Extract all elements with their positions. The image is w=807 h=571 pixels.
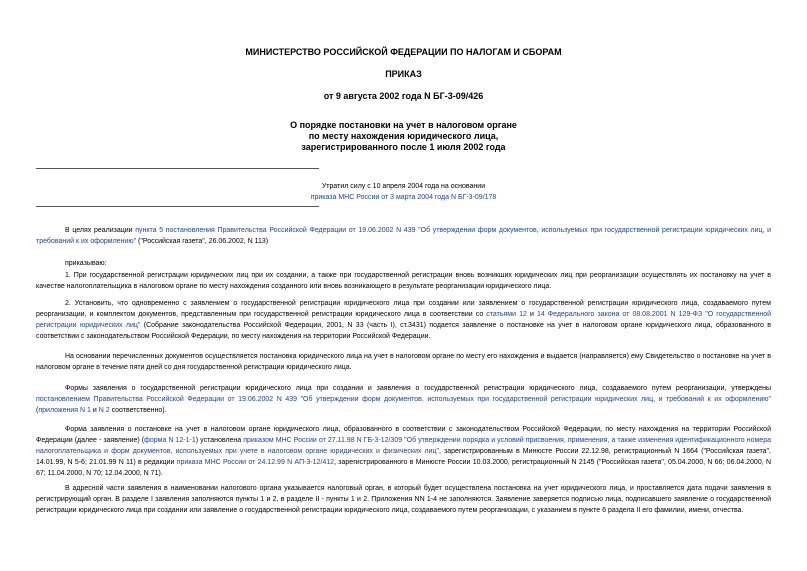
- title-line-3: зарегистрированного после 1 июля 2002 года: [301, 142, 506, 152]
- article-12-link[interactable]: статьями 12: [486, 311, 527, 318]
- forms-text-3: и: [90, 407, 99, 414]
- form12-text-4: , зарегистрированного в Минюсте России 10.03.2000, регистрационный N 2145 ("Российская газета", 05.04.2000, N 66; 06.04.2000, N 67; 11.04.2000, N 70; 12.04.2000, N 71).: [36, 459, 772, 477]
- paragraph-preamble: [36, 225, 771, 247]
- date-number-heading: от 9 августа 2002 года N БГ-3-09/426: [323, 91, 484, 101]
- paragraph-item-2: [36, 298, 771, 342]
- doc-type-heading: ПРИКАЗ: [385, 69, 422, 79]
- appendix-1-link[interactable]: приложения N 1: [38, 407, 91, 414]
- resolution-439-link[interactable]: пункта 5 постановления Правительства Российской Федерации от 19.06.2002 N 439 "Об утверждении форм документов, используемых при государственной регистрации юридических лиц, и требований к их оформлению": [36, 227, 772, 245]
- form12-text-3: , зарегистрированным в Минюсте России 22.12.98, регистрационный N 1664 ("Российская газета", 14.01.99, N 5-6; 21.01.99 N 11) в редакции: [36, 448, 771, 466]
- federal-law-129-link[interactable]: 14 Федерального закона от 08.08.2001 N 129-ФЗ "О государственной регистрации юридических лиц": [36, 311, 771, 329]
- paragraph-address: В адресной части заявления в наименовании налогового органа указывается налоговый орган, в который будет осуществлена постановка на учет юридического лица, и проставляется дата подачи заявления в регистрирующий орган. В разделе I заявления заполняются пункты 1 и 2, в разделе II - пункты 1 и 2. Приложения NN 1-4 не заполняются. Заявление заверяется подписью лица, подписавшего заявление о государственной регистрации юридического лица при создании или заявление о государственной регистрации юридического лица, создаваемого путем реорганизации, с указанием в пункте 6 раздела II его фамилии, имени, отчества.: [36, 485, 771, 514]
- forms-text-4: соответственно).: [109, 407, 167, 414]
- paragraph-form-12: [36, 424, 771, 479]
- paragraph-basis: На основании перечисленных документов осуществляется постановка юридического лица на учет в налоговом органе по месту его нахождения и выдается (направляется) ему Свидетельство о постановке на учет в налоговом органе в течение пяти дней со дня государственной регистрации юридического лица.: [36, 353, 771, 371]
- divider-bottom: [36, 206, 319, 207]
- preamble-text-1: В целях реализации: [65, 227, 136, 234]
- forms-text-2: (: [36, 407, 39, 414]
- preamble-text-2: ("Российская газета", 26.06.2002, N 113): [136, 238, 269, 245]
- item2-text-3: (Собрание законодательства Российской Федерации, 2001, N 33 (часть I), ст.3431) подается заявление о постановке на учет в налоговом органе юридического лица, образованного в соответствии с законодательством Российской Федерации, по месту нахождения на территории Российской Федерации.: [36, 322, 771, 340]
- resolution-439-forms-link[interactable]: постановлением Правительства Российской Федерации от 19.06.2002 N 439 "Об утверждении форм документов, используемых при государственной регистрации юридических лиц, и требований к их оформлению": [36, 396, 771, 403]
- status-note-link-row: [0, 192, 807, 203]
- order-ap-3-12-412-link[interactable]: приказа МНС России от 24.12.99 N АП-3-12/412: [176, 459, 335, 466]
- forms-text-1: Формы заявления о государственной регистрации юридического лица при создании и заявления о государственной регистрации юридического лица, создаваемого путем реорганизации, утверждены: [65, 385, 771, 392]
- order-gb-3-12-309-link[interactable]: приказом МНС России от 27.11.98 N ГБ-3-12/309 "Об утверждении порядка и условий присвоения, применения, а также изменения идентификационного номера налогоплательщика и форм документов, используемых при учете в налоговом органе юридических и физических лиц": [36, 437, 771, 455]
- title-line-2: по месту нахождения юридического лица,: [308, 131, 499, 141]
- paragraph-item-1: 1. При государственной регистрации юридических лиц при их создании, а также при государственной регистрации вновь возникших юридических лиц при реорганизации осуществлять их постановку на учет в качестве налогоплательщика в налоговом органе по месту нахождения созданного или вновь возникающего в результате реорганизации юридического лица.: [36, 272, 771, 290]
- paragraph-order: приказываю:: [65, 260, 107, 267]
- ministry-heading: МИНИСТЕРСТВО РОССИЙСКОЙ ФЕДЕРАЦИИ ПО НАЛОГАМ И СБОРАМ: [245, 47, 562, 57]
- form12-text-1: Форма заявления о постановке на учет в налоговом органе юридического лица, образованного в соответствии с законодательством Российской Федерации, по месту нахождения на территории Российской Федерации (далее - заявление) (: [36, 426, 771, 444]
- repeal-order-link[interactable]: приказа МНС России от 3 марта 2004 года N БГ-3-09/178: [310, 194, 497, 201]
- item2-text-1: 2. Установить, что одновременно с заявлением о государственной регистрации юридического лица при создании или заявлением о государственной регистрации юридического лица, создаваемого путем реорганизации, и комплектом документов, представленным при государственной регистрации юридического лица в соответствии со: [36, 300, 771, 318]
- appendix-2-link[interactable]: N 2: [98, 407, 110, 414]
- divider-top: [36, 168, 319, 169]
- item2-text-2: и: [526, 311, 537, 318]
- title-line-1: О порядке постановки на учет в налоговом органе: [290, 120, 517, 130]
- status-note-text: Утратил силу с 10 апреля 2004 года на основании: [321, 183, 486, 190]
- form-12-1-1-link[interactable]: форма N 12-1-1: [144, 437, 196, 444]
- paragraph-forms: [36, 383, 771, 416]
- form12-text-2: ) установлена: [195, 437, 244, 444]
